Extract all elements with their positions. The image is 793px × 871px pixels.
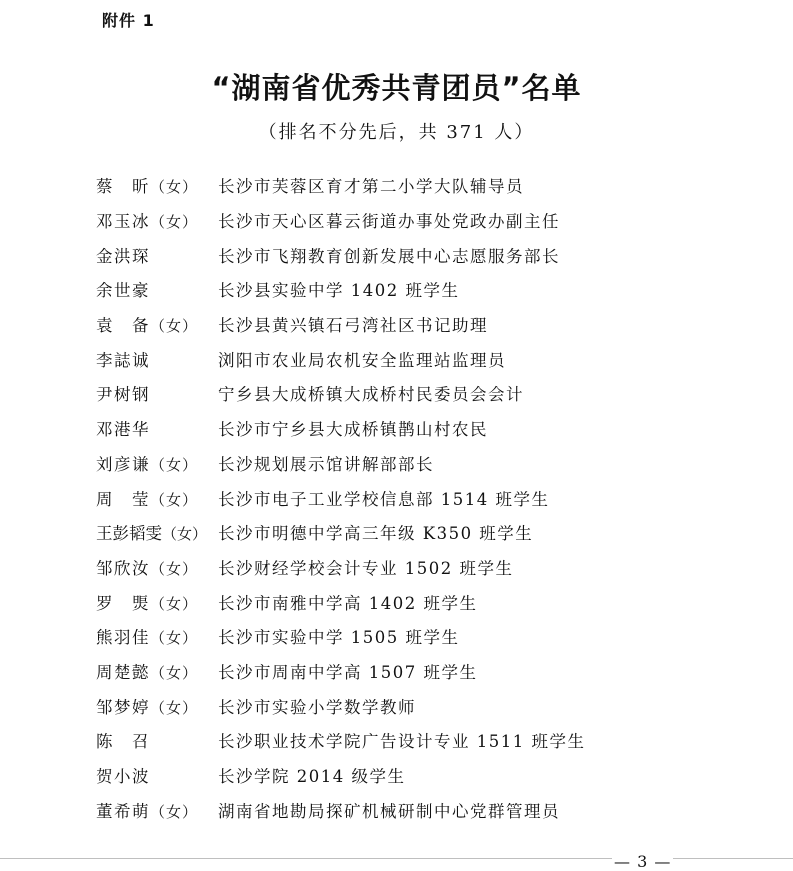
list-item [96, 550, 756, 585]
list-item [96, 168, 756, 203]
member-name: 陈 召 [96, 732, 150, 752]
member-gender: （女） [150, 490, 199, 509]
page-number: — 3 — [614, 852, 672, 871]
member-unit: 长沙市明德中学高三年级 K350 班学生 [218, 524, 534, 544]
member-list [96, 168, 756, 827]
member-unit: 宁乡县大成桥镇大成桥村民委员会会计 [218, 385, 524, 405]
member-unit: 湖南省地勘局探矿机械研制中心党群管理员 [218, 801, 560, 821]
member-name: 董希萌（女） [96, 801, 199, 821]
member-gender: （女） [150, 802, 199, 821]
member-unit: 长沙规划展示馆讲解部部长 [218, 454, 434, 474]
member-gender: （女） [150, 594, 199, 613]
list-item [96, 376, 756, 411]
member-name: 邹梦婷（女） [96, 697, 199, 717]
member-gender: （女） [162, 525, 208, 544]
list-item [96, 723, 756, 758]
list-item [96, 411, 756, 446]
list-item [96, 584, 756, 619]
member-gender: （女） [150, 455, 199, 474]
member-name: 罗 煚（女） [96, 593, 199, 613]
member-unit: 长沙市实验中学 1505 班学生 [218, 628, 460, 648]
list-item [96, 688, 756, 723]
member-gender: （女） [150, 317, 199, 336]
document-subtitle: （排名不分先后，共 371 人） [258, 122, 535, 143]
list-item [96, 480, 756, 515]
list-item [96, 654, 756, 689]
member-gender: （女） [150, 559, 199, 578]
member-gender: （女） [150, 629, 199, 648]
member-unit: 长沙市宁乡县大成桥镇鹊山村农民 [218, 420, 488, 440]
member-name: 王彭韬雯（女） [96, 524, 208, 544]
member-name: 刘彦谦（女） [96, 454, 199, 474]
list-item [96, 758, 756, 793]
document-title: “湖南省优秀共青团员”名单 [211, 71, 582, 105]
member-unit: 长沙市南雅中学高 1402 班学生 [218, 593, 478, 613]
member-gender: （女） [150, 178, 199, 197]
member-unit: 长沙县实验中学 1402 班学生 [218, 281, 460, 301]
member-gender: （女） [150, 698, 199, 717]
list-item [96, 341, 756, 376]
footer-divider [0, 858, 793, 859]
member-name: 邓港华 [96, 420, 150, 440]
member-unit: 长沙市实验小学数学教师 [218, 697, 416, 717]
member-gender: （女） [150, 663, 199, 682]
member-unit: 长沙市天心区暮云街道办事处党政办副主任 [218, 212, 560, 232]
member-unit: 长沙市飞翔教育创新发展中心志愿服务部长 [218, 246, 560, 266]
list-item [96, 446, 756, 481]
member-unit: 长沙县黄兴镇石弓湾社区书记助理 [218, 316, 488, 336]
member-unit: 浏阳市农业局农机安全监理站监理员 [218, 350, 506, 370]
member-name: 周 莹（女） [96, 489, 199, 509]
member-name: 蔡 昕（女） [96, 177, 199, 197]
member-name: 贺小波 [96, 767, 150, 787]
member-name: 邹欣汝（女） [96, 558, 199, 578]
list-item [96, 272, 756, 307]
member-name: 尹树钢 [96, 385, 150, 405]
attachment-label: 附件 1 [102, 11, 155, 30]
member-name: 袁 备（女） [96, 316, 199, 336]
member-unit: 长沙职业技术学院广告设计专业 1511 班学生 [218, 732, 586, 752]
member-name: 周楚懿（女） [96, 662, 199, 682]
member-unit: 长沙学院 2014 级学生 [218, 767, 406, 787]
list-item [96, 307, 756, 342]
list-item [96, 237, 756, 272]
member-unit: 长沙市芙蓉区育才第二小学大队辅导员 [218, 177, 524, 197]
list-item [96, 619, 756, 654]
member-name: 余世豪 [96, 281, 150, 301]
member-name: 邓玉冰（女） [96, 212, 199, 232]
member-name: 金洪琛 [96, 246, 150, 266]
list-item [96, 792, 756, 827]
member-unit: 长沙财经学校会计专业 1502 班学生 [218, 558, 514, 578]
member-unit: 长沙市周南中学高 1507 班学生 [218, 662, 478, 682]
member-name: 李誌诚 [96, 350, 150, 370]
member-unit: 长沙市电子工业学校信息部 1514 班学生 [218, 489, 550, 509]
list-item [96, 515, 756, 550]
member-name: 熊羽佳（女） [96, 628, 199, 648]
member-gender: （女） [150, 213, 199, 232]
list-item [96, 203, 756, 238]
